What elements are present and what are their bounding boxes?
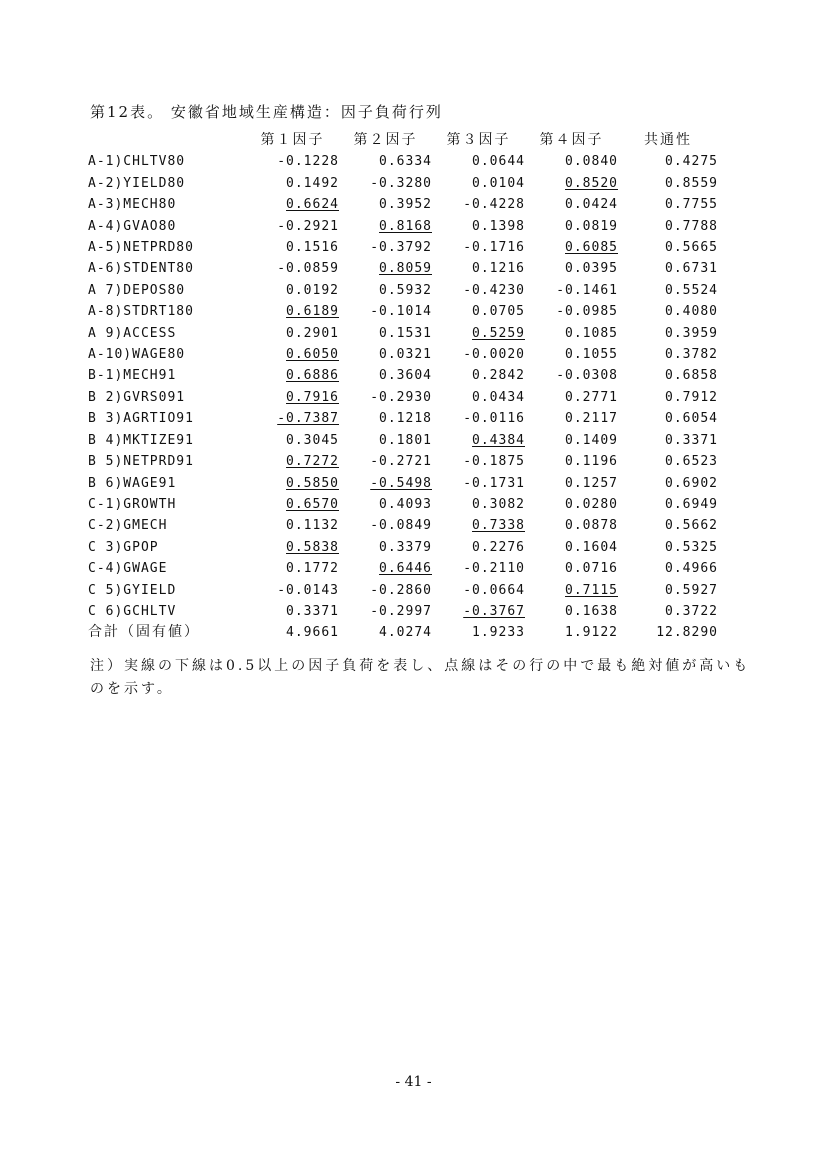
cell-value: 0.0395 [565, 261, 618, 277]
cell-value: -0.1875 [463, 454, 525, 470]
cell-factor-3 [432, 537, 525, 558]
cell-factor-2 [339, 558, 432, 579]
cell-value: 0.6054 [665, 411, 718, 427]
row-variable: A-3)MECH80 [88, 197, 177, 213]
row-variable: A-5)NETPRD80 [88, 240, 194, 256]
cell-factor-2 [339, 173, 432, 194]
cell-communality [618, 216, 718, 237]
cell-value: 0.1531 [379, 325, 432, 341]
cell-value: -0.2721 [370, 454, 432, 470]
cell-value: 0.1772 [286, 561, 339, 577]
table-row [88, 515, 718, 536]
cell-factor-1 [246, 537, 339, 558]
cell-factor-1 [246, 173, 339, 194]
cell-factor-4 [525, 173, 618, 194]
cell-factor-1 [246, 601, 339, 622]
cell-factor-4 [525, 515, 618, 536]
cell-value: 0.1196 [565, 454, 618, 470]
table-title: 第12表。 安徽省地域生産構造：因子負荷行列 [90, 103, 443, 121]
cell-value: -0.7387 [277, 411, 339, 427]
cell-factor-4 [525, 280, 618, 301]
total-factor-2: 4.0274 [379, 625, 432, 641]
cell-value: 0.7788 [665, 218, 718, 234]
row-variable: C 6)GCHLTV [88, 603, 177, 619]
cell-factor-4 [525, 258, 618, 279]
cell-value: 0.1216 [472, 261, 525, 277]
cell-value: 0.8168 [379, 218, 432, 234]
cell-factor-2 [339, 473, 432, 494]
cell-communality [618, 408, 718, 429]
cell-value: 0.4966 [665, 561, 718, 577]
cell-value: 0.2276 [472, 539, 525, 555]
cell-communality [618, 323, 718, 344]
cell-value: 0.7115 [565, 582, 618, 598]
row-variable: B 6)WAGE91 [88, 475, 177, 491]
cell-value: 0.6523 [665, 454, 718, 470]
table-row [88, 580, 718, 601]
cell-factor-3 [432, 344, 525, 365]
cell-value: 0.6570 [286, 496, 339, 512]
cell-value: 0.5662 [665, 518, 718, 534]
cell-factor-1 [246, 258, 339, 279]
cell-value: 0.6949 [665, 496, 718, 512]
cell-value: 0.1218 [379, 411, 432, 427]
cell-value: 0.6050 [286, 347, 339, 363]
cell-communality [618, 237, 718, 258]
cell-factor-2 [339, 194, 432, 215]
row-variable: A-8)STDRT180 [88, 304, 194, 320]
table-row [88, 151, 718, 172]
row-variable: A-2)YIELD80 [88, 175, 186, 191]
cell-communality [618, 515, 718, 536]
cell-value: -0.1014 [370, 304, 432, 320]
cell-factor-4 [525, 451, 618, 472]
total-factor-4: 1.9122 [565, 625, 618, 641]
cell-factor-4 [525, 537, 618, 558]
cell-value: -0.1461 [556, 282, 618, 298]
cell-communality [618, 344, 718, 365]
cell-value: 0.6886 [286, 368, 339, 384]
cell-factor-1 [246, 216, 339, 237]
cell-factor-3 [432, 237, 525, 258]
cell-value: 0.1492 [286, 175, 339, 191]
cell-value: 0.1055 [565, 347, 618, 363]
cell-value: 0.8520 [565, 175, 618, 191]
cell-value: 0.6446 [379, 561, 432, 577]
cell-value: 0.0840 [565, 154, 618, 170]
cell-factor-3 [432, 580, 525, 601]
factor-loading-table [88, 130, 718, 644]
cell-value: 0.0424 [565, 197, 618, 213]
cell-value: 0.5665 [665, 240, 718, 256]
table-row [88, 408, 718, 429]
cell-factor-3 [432, 558, 525, 579]
cell-factor-2 [339, 408, 432, 429]
table-row [88, 216, 718, 237]
row-variable: C 3)GPOP [88, 539, 159, 555]
cell-factor-1 [246, 323, 339, 344]
cell-value: 0.1398 [472, 218, 525, 234]
cell-value: 0.6858 [665, 368, 718, 384]
cell-factor-2 [339, 216, 432, 237]
cell-value: 0.0192 [286, 282, 339, 298]
table-row [88, 537, 718, 558]
cell-value: 0.7916 [286, 389, 339, 405]
row-variable: C-4)GWAGE [88, 561, 168, 577]
cell-value: -0.1731 [463, 475, 525, 491]
cell-value: 0.7912 [665, 389, 718, 405]
cell-factor-3 [432, 451, 525, 472]
cell-value: -0.0664 [463, 582, 525, 598]
cell-factor-1 [246, 365, 339, 386]
cell-value: 0.5259 [472, 325, 525, 341]
cell-factor-4 [525, 558, 618, 579]
cell-value: 0.3959 [665, 325, 718, 341]
cell-factor-2 [339, 344, 432, 365]
cell-value: -0.5498 [370, 475, 432, 491]
cell-communality [618, 430, 718, 451]
cell-value: 0.0280 [565, 496, 618, 512]
cell-factor-1 [246, 515, 339, 536]
cell-value: -0.0985 [556, 304, 618, 320]
cell-factor-2 [339, 494, 432, 515]
cell-value: 0.7338 [472, 518, 525, 534]
cell-value: 0.1409 [565, 432, 618, 448]
table-row [88, 237, 718, 258]
header-factor-2: 第２因子 [353, 132, 418, 148]
cell-value: 0.5927 [665, 582, 718, 598]
table-note: 注）実線の下線は0.5以上の因子負荷を表し、点線はその行の中で最も絶対値が高いものを示す。 [90, 658, 751, 697]
cell-communality [618, 280, 718, 301]
cell-value: -0.1716 [463, 240, 525, 256]
cell-factor-1 [246, 408, 339, 429]
cell-communality [618, 258, 718, 279]
cell-value: 0.2117 [565, 411, 618, 427]
cell-value: 0.5850 [286, 475, 339, 491]
cell-value: 0.3604 [379, 368, 432, 384]
cell-factor-1 [246, 194, 339, 215]
cell-value: 0.7755 [665, 197, 718, 213]
cell-value: 0.1516 [286, 240, 339, 256]
cell-value: 0.8059 [379, 261, 432, 277]
cell-factor-4 [525, 344, 618, 365]
cell-factor-4 [525, 323, 618, 344]
cell-communality [618, 580, 718, 601]
cell-value: 0.0819 [565, 218, 618, 234]
cell-factor-4 [525, 408, 618, 429]
total-label: 合計（固有値） [88, 624, 200, 641]
cell-value: 0.4275 [665, 154, 718, 170]
cell-value: 0.2842 [472, 368, 525, 384]
cell-factor-3 [432, 473, 525, 494]
cell-communality [618, 365, 718, 386]
table-row [88, 344, 718, 365]
cell-factor-4 [525, 580, 618, 601]
cell-value: 0.0716 [565, 561, 618, 577]
cell-value: -0.0859 [277, 261, 339, 277]
cell-factor-2 [339, 151, 432, 172]
cell-factor-2 [339, 601, 432, 622]
cell-value: 0.0321 [379, 347, 432, 363]
cell-factor-2 [339, 430, 432, 451]
total-factor-3: 1.9233 [472, 625, 525, 641]
cell-factor-3 [432, 173, 525, 194]
cell-factor-3 [432, 194, 525, 215]
row-variable: B-1)MECH91 [88, 368, 177, 384]
cell-value: -0.4230 [463, 282, 525, 298]
cell-communality [618, 451, 718, 472]
cell-factor-2 [339, 537, 432, 558]
table-row [88, 280, 718, 301]
table-row [88, 323, 718, 344]
row-variable: A-1)CHLTV80 [88, 154, 186, 170]
table-row [88, 365, 718, 386]
cell-factor-1 [246, 451, 339, 472]
cell-value: 0.2901 [286, 325, 339, 341]
header-factor-4: 第４因子 [539, 132, 604, 148]
row-variable: A 9)ACCESS [88, 325, 177, 341]
cell-value: 0.4080 [665, 304, 718, 320]
cell-value: 0.3371 [665, 432, 718, 448]
cell-value: 0.6731 [665, 261, 718, 277]
cell-value: 0.3782 [665, 347, 718, 363]
cell-factor-1 [246, 558, 339, 579]
row-variable: B 3)AGRTIO91 [88, 411, 194, 427]
cell-factor-1 [246, 430, 339, 451]
cell-value: 0.3082 [472, 496, 525, 512]
header-communality: 共通性 [644, 132, 692, 148]
table-row [88, 451, 718, 472]
cell-communality [618, 151, 718, 172]
cell-value: 0.5524 [665, 282, 718, 298]
cell-communality [618, 473, 718, 494]
cell-value: 0.1085 [565, 325, 618, 341]
row-variable: A-4)GVAO80 [88, 218, 177, 234]
cell-factor-3 [432, 408, 525, 429]
cell-value: -0.0020 [463, 347, 525, 363]
table-row [88, 301, 718, 322]
cell-communality [618, 537, 718, 558]
cell-value: 0.1801 [379, 432, 432, 448]
cell-value: -0.1228 [277, 154, 339, 170]
cell-value: 0.8559 [665, 175, 718, 191]
table-row [88, 473, 718, 494]
cell-value: 0.0878 [565, 518, 618, 534]
cell-value: -0.0116 [463, 411, 525, 427]
cell-factor-3 [432, 323, 525, 344]
cell-value: -0.0849 [370, 518, 432, 534]
cell-value: 0.3722 [665, 603, 718, 619]
cell-factor-3 [432, 494, 525, 515]
cell-factor-3 [432, 515, 525, 536]
table-row [88, 601, 718, 622]
cell-value: -0.0308 [556, 368, 618, 384]
cell-factor-3 [432, 365, 525, 386]
row-variable: C-1)GROWTH [88, 496, 177, 512]
table-row [88, 558, 718, 579]
cell-factor-1 [246, 237, 339, 258]
cell-factor-2 [339, 301, 432, 322]
cell-factor-3 [432, 151, 525, 172]
header-factor-3: 第３因子 [446, 132, 511, 148]
cell-factor-4 [525, 430, 618, 451]
cell-value: -0.2860 [370, 582, 432, 598]
total-factor-1: 4.9661 [286, 625, 339, 641]
table-row [88, 387, 718, 408]
cell-communality [618, 173, 718, 194]
page-number: - 41 - [395, 1074, 432, 1090]
cell-factor-2 [339, 451, 432, 472]
cell-factor-1 [246, 387, 339, 408]
cell-factor-2 [339, 580, 432, 601]
cell-factor-3 [432, 258, 525, 279]
cell-factor-4 [525, 237, 618, 258]
table-row [88, 494, 718, 515]
cell-factor-1 [246, 344, 339, 365]
row-variable: B 4)MKTIZE91 [88, 432, 194, 448]
cell-factor-3 [432, 601, 525, 622]
cell-communality [618, 387, 718, 408]
row-variable: A 7)DEPOS80 [88, 282, 186, 298]
cell-factor-4 [525, 601, 618, 622]
cell-factor-2 [339, 323, 432, 344]
cell-value: 0.6189 [286, 304, 339, 320]
table-row [88, 173, 718, 194]
cell-value: -0.2997 [370, 603, 432, 619]
row-variable: B 2)GVRS091 [88, 389, 186, 405]
cell-factor-1 [246, 494, 339, 515]
cell-value: 0.6624 [286, 197, 339, 213]
cell-communality [618, 194, 718, 215]
row-variable: A-6)STDENT80 [88, 261, 194, 277]
cell-communality [618, 494, 718, 515]
cell-value: 0.4093 [379, 496, 432, 512]
cell-value: -0.0143 [277, 582, 339, 598]
cell-value: 0.1638 [565, 603, 618, 619]
cell-factor-2 [339, 365, 432, 386]
cell-value: -0.2921 [277, 218, 339, 234]
header-factor-1: 第１因子 [260, 132, 325, 148]
cell-factor-1 [246, 280, 339, 301]
cell-communality [618, 558, 718, 579]
cell-value: 0.3952 [379, 197, 432, 213]
cell-factor-3 [432, 387, 525, 408]
cell-factor-3 [432, 301, 525, 322]
cell-value: 0.5325 [665, 539, 718, 555]
cell-factor-4 [525, 301, 618, 322]
cell-value: -0.4228 [463, 197, 525, 213]
cell-factor-1 [246, 301, 339, 322]
total-row [88, 622, 718, 643]
cell-factor-3 [432, 216, 525, 237]
cell-value: 0.1257 [565, 475, 618, 491]
row-variable: A-10)WAGE80 [88, 347, 186, 363]
cell-value: 0.3371 [286, 603, 339, 619]
cell-factor-2 [339, 515, 432, 536]
cell-value: 0.5838 [286, 539, 339, 555]
cell-value: 0.6085 [565, 240, 618, 256]
cell-value: 0.0644 [472, 154, 525, 170]
total-communality: 12.8290 [656, 625, 718, 641]
row-variable: B 5)NETPRD91 [88, 454, 194, 470]
table-row [88, 258, 718, 279]
cell-factor-4 [525, 387, 618, 408]
cell-value: -0.2930 [370, 389, 432, 405]
table-row [88, 430, 718, 451]
cell-value: 0.7272 [286, 454, 339, 470]
cell-value: 0.4384 [472, 432, 525, 448]
cell-value: 0.1604 [565, 539, 618, 555]
cell-factor-1 [246, 580, 339, 601]
cell-value: 0.6902 [665, 475, 718, 491]
cell-factor-2 [339, 258, 432, 279]
cell-factor-4 [525, 216, 618, 237]
cell-value: -0.3792 [370, 240, 432, 256]
cell-factor-1 [246, 473, 339, 494]
table-row [88, 194, 718, 215]
cell-value: 0.3045 [286, 432, 339, 448]
cell-value: 0.3379 [379, 539, 432, 555]
cell-factor-2 [339, 387, 432, 408]
cell-communality [618, 301, 718, 322]
row-variable: C 5)GYIELD [88, 582, 177, 598]
cell-factor-4 [525, 473, 618, 494]
cell-communality [618, 601, 718, 622]
cell-value: 0.6334 [379, 154, 432, 170]
cell-value: 0.5932 [379, 282, 432, 298]
cell-value: 0.1132 [286, 518, 339, 534]
cell-factor-4 [525, 151, 618, 172]
header-variable [88, 130, 246, 151]
cell-value: -0.2110 [463, 561, 525, 577]
cell-factor-2 [339, 237, 432, 258]
cell-value: 0.0705 [472, 304, 525, 320]
cell-value: 0.0104 [472, 175, 525, 191]
cell-factor-4 [525, 365, 618, 386]
cell-value: -0.3767 [463, 603, 525, 619]
cell-value: -0.3280 [370, 175, 432, 191]
table-header-row [88, 130, 718, 151]
cell-factor-4 [525, 194, 618, 215]
cell-factor-1 [246, 151, 339, 172]
row-variable: C-2)GMECH [88, 518, 168, 534]
cell-factor-3 [432, 280, 525, 301]
cell-value: 0.0434 [472, 389, 525, 405]
cell-value: 0.2771 [565, 389, 618, 405]
cell-factor-2 [339, 280, 432, 301]
cell-factor-4 [525, 494, 618, 515]
cell-factor-3 [432, 430, 525, 451]
